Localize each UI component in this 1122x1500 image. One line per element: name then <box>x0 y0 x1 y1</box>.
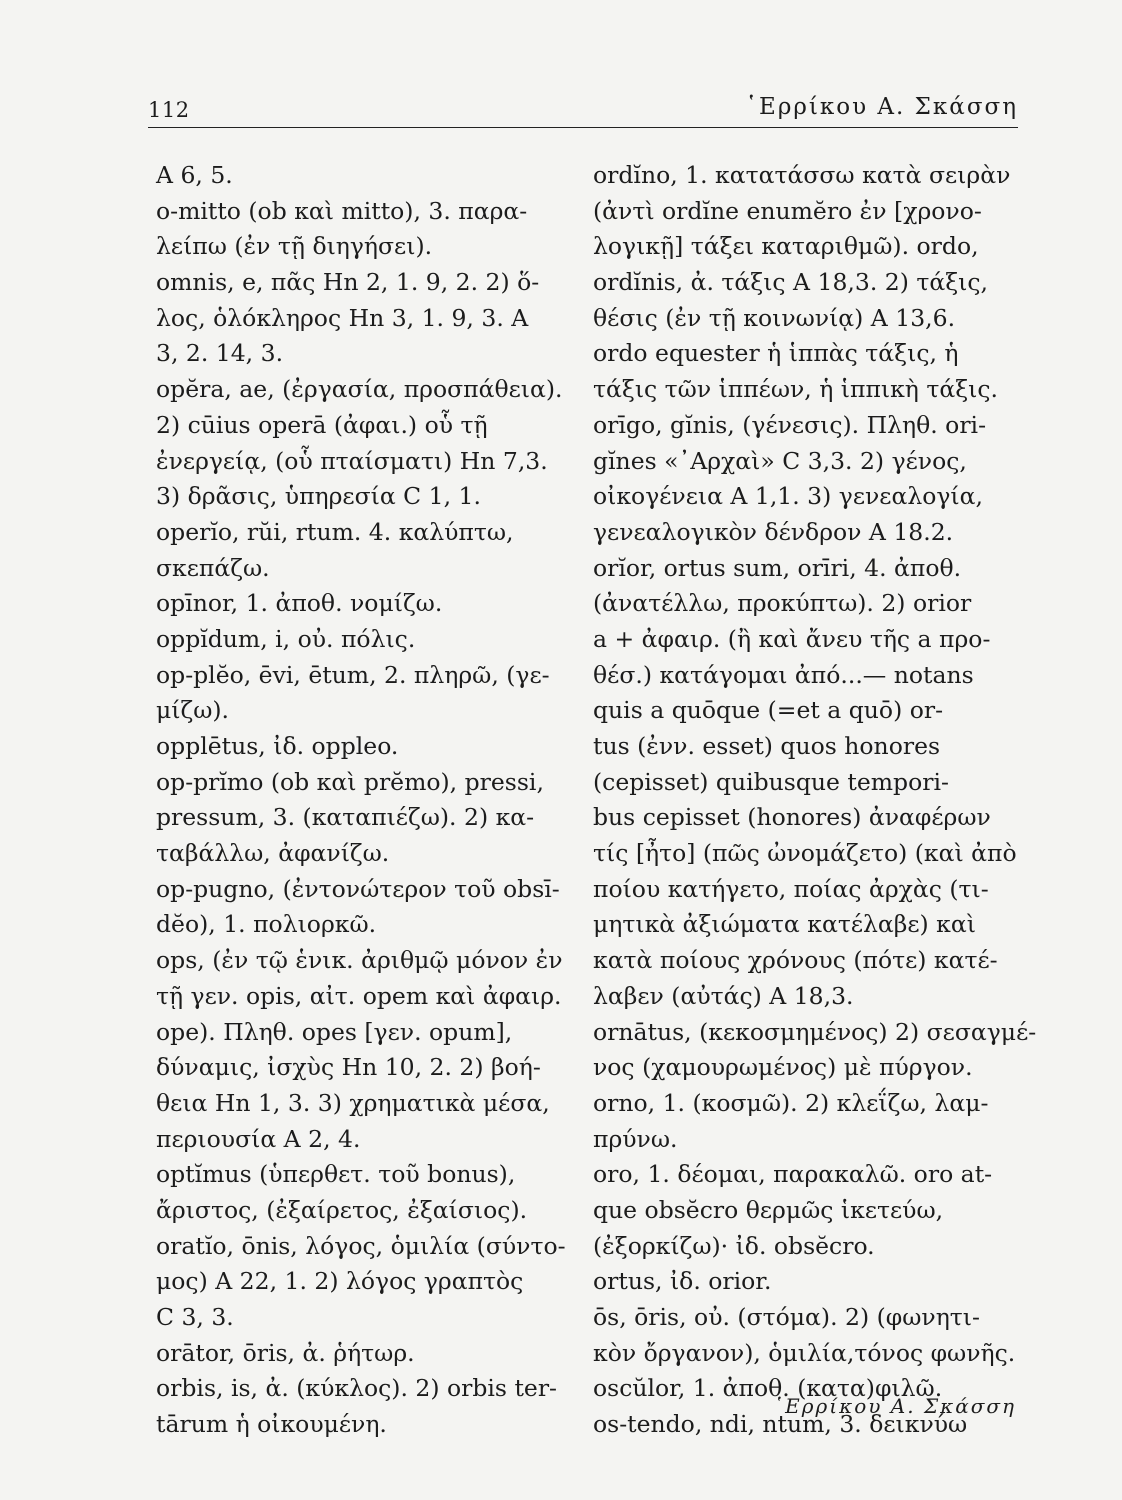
text-line: θέσις (ἐν τῇ κοινωνίᾳ) Α 13,6. <box>593 303 956 332</box>
text-line: os-tendo, ndi, ntum, 3. δεικνύω <box>593 1410 968 1439</box>
text-line: orno, 1. (κοσμῶ). 2) κλεΐζω, λαμ- <box>593 1088 989 1117</box>
text-line: pressum, 3. (καταπιέζω). 2) κα- <box>156 803 535 832</box>
text-line: (ἀντὶ ordĭne enumĕro ἐν [χρονο- <box>593 196 982 225</box>
text-line: τάξις τῶν ἱππέων, ἡ ἱππικὴ τάξις. <box>593 375 999 404</box>
text-line: oppĭdum, i, οὐ. πόλις. <box>156 624 416 653</box>
text-line: (ἐξορκίζω)· ἰδ. obsĕcro. <box>593 1231 875 1260</box>
text-line: ornātus, (κεκοσμημένος) 2) σεσαγμέ- <box>593 1017 1037 1046</box>
text-line: δύναμις, ἰσχὺς Hn 10, 2. 2) βοή- <box>156 1053 541 1082</box>
text-line: o-mitto (ob καὶ mitto), 3. παρα- <box>156 196 528 225</box>
text-line: oratĭo, ōnis, λόγος, ὁμιλία (σύντο- <box>156 1231 566 1260</box>
text-line: λαβεν (αὐτάς) Α 18,3. <box>593 981 854 1010</box>
text-line: ops, (ἐν τῷ ἑνικ. ἀριθμῷ μόνον ἐν <box>156 946 563 975</box>
text-line: orbis, is, ἀ. (κύκλος). 2) orbis ter- <box>156 1374 557 1403</box>
text-line: σκεπάζω. <box>156 553 270 582</box>
text-line: gĭnes «᾿Αρχαὶ» C 3,3. 2) γένος, <box>593 446 967 475</box>
text-line: orātor, ōris, ἀ. ῥήτωρ. <box>156 1338 415 1367</box>
text-line: ordo equester ἡ ἱππὰς τάξις, ἡ <box>593 339 959 368</box>
text-line: quis a quōque (=et a quō) or- <box>593 696 944 725</box>
text-line: λος, ὁλόκληρος Hn 3, 1. 9, 3. Α <box>156 303 529 332</box>
text-line: ordĭnis, ἀ. τάξις Α 18,3. 2) τάξις, <box>593 268 989 297</box>
text-line: μος) Α 22, 1. 2) λόγος γραπτὸς <box>156 1267 524 1296</box>
running-title: ῾Ερρίκου Α. Σκάσση <box>745 94 1018 120</box>
text-line: μίζω). <box>156 696 230 725</box>
page-number: 112 <box>148 98 190 122</box>
text-line: tārum ἡ οἰκουμένη. <box>156 1410 387 1439</box>
text-line: ἄριστος, (ἐξαίρετος, ἐξαίσιος). <box>156 1195 528 1224</box>
text-line: ōs, ōris, οὐ. (στόμα). 2) (φωνητι- <box>593 1303 980 1331</box>
text-line: γενεαλογικὸν δένδρον Α 18.2. <box>593 517 954 546</box>
left-column <box>156 158 566 1443</box>
text-line: πρύνω. <box>593 1124 678 1153</box>
text-line: tus (ἐνν. esset) quos honores <box>593 732 941 760</box>
text-line: λογικῇ] τάξει καταριθμῶ). ordo, <box>593 232 979 261</box>
text-line: orīgo, gĭnis, (γένεσις). Πληθ. ori- <box>593 410 987 439</box>
text-line: optĭmus (ὑπερθετ. τοῦ bonus), <box>156 1160 516 1189</box>
text-line: 2) cūius operā (ἀφαι.) οὗ τῇ <box>156 410 488 439</box>
text-line: κατὰ ποίους χρόνους (πότε) κατέ- <box>593 946 998 975</box>
text-line: omnis, e, πᾶς Hn 2, 1. 9, 2. 2) ὅ- <box>156 268 540 297</box>
text-line: op-prĭmo (ob καὶ prĕmo), pressi, <box>156 767 544 796</box>
footer-signature: ῾Ερρίκου Α. Σκάσση <box>773 1394 1016 1418</box>
text-line: κὸν ὄργανον), ὁμιλία,τόνος φωνῆς. <box>593 1338 1016 1367</box>
text-line: a + ἀφαιρ. (ἢ καὶ ἄνευ τῆς a προ- <box>593 624 991 653</box>
text-line: οἰκογένεια Α 1,1. 3) γενεαλογία, <box>593 482 983 511</box>
text-line: opĕra, ae, (ἐργασία, προσπάθεια). <box>156 375 563 404</box>
text-line: C 3, 3. <box>156 1303 234 1331</box>
text-line: bus cepisset (honores) ἀναφέρων <box>593 803 991 832</box>
text-line: (ἀνατέλλω, προκύπτω). 2) orior <box>593 589 972 618</box>
text-line: opplētus, ἰδ. oppleo. <box>156 732 399 760</box>
text-line: μητικὰ ἀξιώματα κατέλαβε) καὶ <box>593 910 976 939</box>
text-line: τίς [ἦτο] (πῶς ὠνομάζετο) (καὶ ἀπὸ <box>593 839 1017 868</box>
text-line: θεια Hn 1, 3. 3) χρηματικὰ μέσα, <box>156 1088 550 1117</box>
text-line: op-plĕo, ēvi, ētum, 2. πληρῶ, (γε- <box>156 660 550 689</box>
header-rule <box>148 127 1018 128</box>
text-line: ortus, ἰδ. orior. <box>593 1267 772 1296</box>
text-line: ἐνεργείᾳ, (οὗ πταίσματι) Hn 7,3. <box>156 446 548 475</box>
text-line: oro, 1. δέομαι, παρακαλῶ. oro at- <box>593 1160 993 1189</box>
text-line: 3, 2. 14, 3. <box>156 339 284 368</box>
text-line: (cepisset) quibusque tempori- <box>593 767 949 796</box>
text-line: ποίου κατήγετο, ποίας ἀρχὰς (τι- <box>593 874 989 903</box>
text-line: que obsĕcro θερμῶς ἱκετεύω, <box>593 1195 944 1224</box>
text-line: Α 6, 5. <box>156 161 233 189</box>
text-line: operĭo, rŭi, rtum. 4. καλύπτω, <box>156 517 514 546</box>
text-line: oscŭlor, 1. ἀποθ. (κατα)φιλῶ. <box>593 1374 943 1403</box>
text-line: νος (χαμουρωμένος) μὲ πύργον. <box>593 1053 973 1082</box>
text-line: orĭor, ortus sum, orīri, 4. ἀποθ. <box>593 553 962 582</box>
text-line: λείπω (ἐν τῇ διηγήσει). <box>156 232 433 261</box>
text-line: dĕo), 1. πολιορκῶ. <box>156 910 377 939</box>
text-line: op-pugno, (ἐντονώτερον τοῦ obsī- <box>156 874 560 903</box>
text-line: ope). Πληθ. opes [γεν. opum], <box>156 1017 513 1046</box>
text-line: 3) δρᾶσις, ὑπηρεσία C 1, 1. <box>156 482 481 511</box>
text-line: ordĭno, 1. κατατάσσω κατὰ σειρὰν <box>593 161 1011 189</box>
text-line: τῇ γεν. opis, αἰτ. opem καὶ ἀφαιρ. <box>156 981 562 1010</box>
text-line: ταβάλλω, ἀφανίζω. <box>156 839 390 868</box>
text-line: θέσ.) κατάγομαι ἀπό...— notans <box>593 660 974 689</box>
text-line: opīnor, 1. ἀποθ. νομίζω. <box>156 589 443 618</box>
text-line: περιουσία Α 2, 4. <box>156 1124 361 1153</box>
right-column <box>593 158 1037 1443</box>
